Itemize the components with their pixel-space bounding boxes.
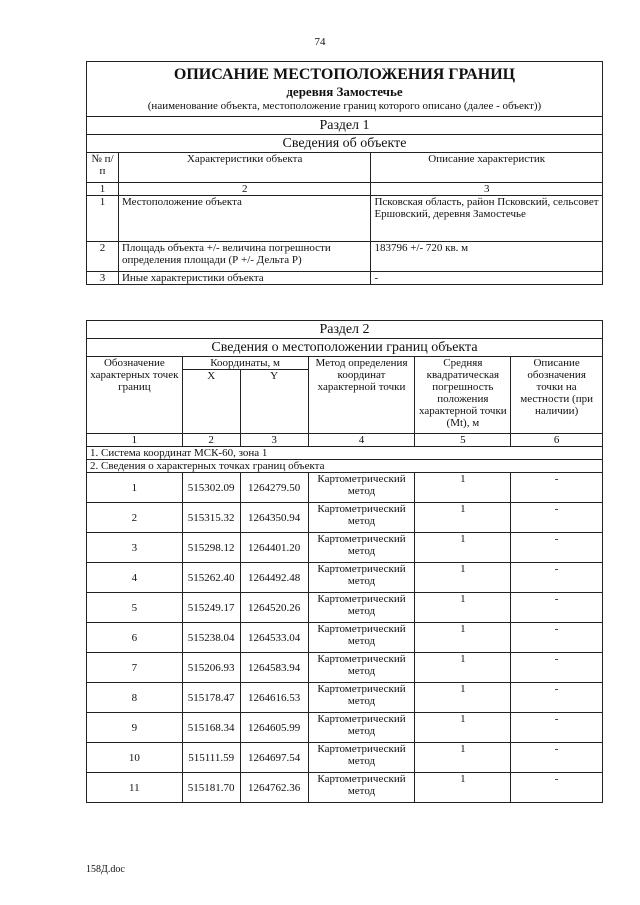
description-header: Описание обозначения точки на местности (при наличии) [511,357,603,434]
error-value: 1 [415,653,511,683]
error-value: 1 [415,563,511,593]
y-coordinate: 1264279.50 [240,473,308,503]
x-header: X [182,370,240,434]
section2-label: Раздел 2 [87,321,603,339]
y-coordinate: 1264401.20 [240,533,308,563]
column-index: 2 [182,434,240,447]
error-value: 1 [415,773,511,803]
point-description: - [511,503,603,533]
point-description: - [511,473,603,503]
y-coordinate: 1264492.48 [240,563,308,593]
characteristic-value: - [371,272,603,285]
coordinate-system: 1. Система координат МСК-60, зона 1 [87,447,603,460]
column-index: 2 [118,183,371,196]
table-row [87,593,603,623]
section2-title: Сведения о местоположении границ объекта [87,339,603,357]
method: Картометрический метод [308,773,415,803]
table-row [87,242,603,272]
method: Картометрический метод [308,533,415,563]
table-row [87,623,603,653]
method: Картометрический метод [308,593,415,623]
characteristic-value: 183796 +/- 720 кв. м [371,242,603,272]
row-number: 2 [87,242,119,272]
x-coordinate: 515181.70 [182,773,240,803]
point-number: 9 [87,713,183,743]
error-value: 1 [415,713,511,743]
point-description: - [511,773,603,803]
column-index: 1 [87,434,183,447]
point-header: Обозначение характерных точек границ [87,357,183,434]
method: Картометрический метод [308,473,415,503]
point-number: 3 [87,533,183,563]
coordinates-header: Координаты, м [182,357,308,370]
y-coordinate: 1264583.94 [240,653,308,683]
point-number: 7 [87,653,183,683]
object-info-table [86,61,603,285]
point-description: - [511,533,603,563]
characteristic: Местоположение объекта [118,196,371,242]
column-index: 3 [240,434,308,447]
point-number: 8 [87,683,183,713]
column-index: 5 [415,434,511,447]
x-coordinate: 515298.12 [182,533,240,563]
method: Картометрический метод [308,713,415,743]
points-title: 2. Сведения о характерных точках границ объекта [87,460,603,473]
characteristic-value: Псковская область, район Псковский, сельсовет Ершовский, деревня Замостечье [371,196,603,242]
y-coordinate: 1264533.04 [240,623,308,653]
table-row [87,773,603,803]
x-coordinate: 515111.59 [182,743,240,773]
boundary-points-table [86,320,603,803]
x-coordinate: 515178.47 [182,683,240,713]
point-number: 1 [87,473,183,503]
error-value: 1 [415,743,511,773]
row-number: 1 [87,196,119,242]
x-coordinate: 515302.09 [182,473,240,503]
point-number: 2 [87,503,183,533]
method: Картометрический метод [308,503,415,533]
x-coordinate: 515249.17 [182,593,240,623]
y-coordinate: 1264350.94 [240,503,308,533]
table-row [87,196,603,242]
table-row [87,473,603,503]
column-index: 3 [371,183,603,196]
point-description: - [511,653,603,683]
method-header: Метод определения координат характерной точки [308,357,415,434]
point-number: 4 [87,563,183,593]
y-coordinate: 1264616.53 [240,683,308,713]
document-header [87,62,603,117]
error-value: 1 [415,533,511,563]
object-note: (наименование объекта, местоположение границ которого описано (далее - объект)) [147,100,542,112]
file-name: 158Д.doc [86,864,125,875]
x-coordinate: 515262.40 [182,563,240,593]
table-row [87,272,603,285]
row-number: 3 [87,272,119,285]
x-coordinate: 515238.04 [182,623,240,653]
col-description-header: Описание характеристик [371,153,603,183]
method: Картометрический метод [308,653,415,683]
error-value: 1 [415,473,511,503]
point-description: - [511,563,603,593]
y-coordinate: 1264762.36 [240,773,308,803]
method: Картометрический метод [308,623,415,653]
y-coordinate: 1264605.99 [240,713,308,743]
method: Картометрический метод [308,683,415,713]
characteristic: Иные характеристики объекта [118,272,371,285]
column-index: 6 [511,434,603,447]
point-description: - [511,743,603,773]
point-number: 6 [87,623,183,653]
object-name: деревня Замостечье [286,84,403,99]
error-header: Средняя квадратическая погрешность положения характерной точки (Mt), м [415,357,511,434]
table-row [87,653,603,683]
point-description: - [511,623,603,653]
table-row [87,713,603,743]
error-value: 1 [415,503,511,533]
x-coordinate: 515206.93 [182,653,240,683]
characteristic: Площадь объекта +/- величина погрешности определения площади (Р +/- Дельта Р) [118,242,371,272]
column-index: 4 [308,434,415,447]
x-coordinate: 515168.34 [182,713,240,743]
error-value: 1 [415,623,511,653]
point-description: - [511,713,603,743]
table-row [87,743,603,773]
col-characteristic-header: Характеристики объекта [118,153,371,183]
section1-label: Раздел 1 [87,117,603,135]
section1-title: Сведения об объекте [87,135,603,153]
table-row [87,563,603,593]
point-description: - [511,593,603,623]
column-index: 1 [87,183,119,196]
error-value: 1 [415,683,511,713]
page-number: 74 [314,36,326,48]
y-coordinate: 1264697.54 [240,743,308,773]
point-number: 5 [87,593,183,623]
y-header: Y [240,370,308,434]
point-number: 10 [87,743,183,773]
y-coordinate: 1264520.26 [240,593,308,623]
col-number-header: № п/п [87,153,119,183]
point-description: - [511,683,603,713]
method: Картометрический метод [308,743,415,773]
table-row [87,683,603,713]
x-coordinate: 515315.32 [182,503,240,533]
error-value: 1 [415,593,511,623]
table-row [87,503,603,533]
point-number: 11 [87,773,183,803]
table-row [87,533,603,563]
method: Картометрический метод [308,563,415,593]
document-title: ОПИСАНИЕ МЕСТОПОЛОЖЕНИЯ ГРАНИЦ [173,66,516,83]
